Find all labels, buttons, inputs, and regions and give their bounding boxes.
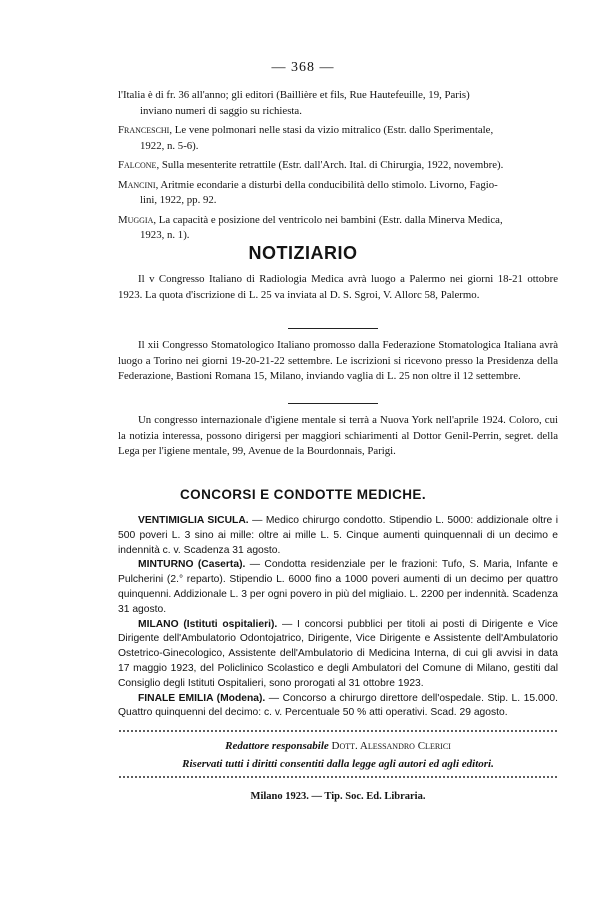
concorso-text: — Condotta residenziale per le frazioni: Tufo, S. Maria, Infante e Pulcherini (2.° reparto). Stipendio L. 6000 fino a 1000 poveri aumenti di un decimo per quattro quinquenni. Addizionale L. 3 per ogni povero in più del migliaio. L. 2200 per indennità. Scadenza 31 agosto. [118, 559, 559, 615]
entry-text: , La capacità e posizione del ventricolo nei bambini (Estr. dalla Minerva Medica, [153, 213, 503, 226]
decorative-divider [118, 729, 558, 733]
entry-author: Franceschi [118, 124, 170, 136]
bibliography-entry [118, 213, 558, 244]
bibliography-entry [118, 123, 558, 154]
concorsi-heading: CONCORSI E CONDOTTE MEDICHE. [180, 487, 426, 502]
concorso-text: — Concorso a chirurgo direttore dell'ospedale. Stip. L. 15.000. Quattro quinquenni del decimo: c. v. Percentuale 50 % atti operativi. Scad. 29 agosto. [118, 692, 558, 719]
concorso-place: VENTIMIGLIA SICULA. [138, 515, 249, 526]
entry-text: l'Italia è di fr. 36 all'anno; gli editori (Baillière et fils, Rue Hautefeuille, 19, Paris) [118, 89, 470, 101]
notiziario-heading: NOTIZIARIO [248, 243, 358, 263]
news-item-igiene-mentale: Un congresso internazionale d'igiene mentale si terrà a Nuova York nell'aprile 1924. Coloro, cui la notizia interessa, possono dirigersi per maggiori schiarimenti al Dottor Genil-Perrin, segret. della Lega per l'igiene mentale, 99, Avenue de la Bourdonnais, Parigi. [118, 414, 558, 457]
entry-author: Falcone [118, 159, 157, 171]
concorso-text: — I concorsi pubblici per titoli ai posti di Dirigente e Vice Dirigente dell'Ambulatorio Odontojatrico, Dirigente, Vice Dirigente e Assistente dell'Ambulatorio Ostetrico-Ginecologico, Assistente dell'Ambulatorio di Medicina Interna, di cui gli avvisi in data 17 maggio 1923, del Policlinico Scolastico e degli Ambulatori del Comune di Milano, gestiti dal Consiglio degli Istituti Ospitalieri, sono prorogati al 31 ottobre 1923. [118, 618, 558, 689]
concorso-place: MILANO (Istituti ospitalieri). [138, 618, 278, 630]
entry-continuation: 1923, n. 1). [140, 229, 190, 241]
entry-continuation: inviano numeri di saggio su richiesta. [140, 104, 302, 117]
bibliography-entry [118, 88, 558, 119]
entry-author: Mancini [118, 178, 156, 191]
rights-notice: Riservati tutti i diritti consentiti dalla legge agli autori ed agli editori. [182, 758, 494, 770]
concorso-place: MINTURNO (Caserta). [138, 559, 246, 571]
editor-name: Dott. Alessandro Clerici [328, 740, 451, 752]
entry-continuation: 1922, n. 5-6). [140, 139, 199, 152]
page-number: — 368 — [271, 60, 335, 75]
concorso-entry [118, 558, 558, 617]
editor-label: Redattore responsabile [225, 740, 329, 752]
decorative-divider [118, 775, 558, 779]
bibliography-entry [118, 158, 558, 174]
separator-rule [288, 403, 378, 404]
concorso-entry [118, 618, 558, 692]
entry-text: , Aritmie econdarie a disturbi della conducibilità dello stimolo. Livorno, Fagio- [155, 178, 498, 191]
concorso-entry [118, 692, 558, 722]
news-item-radiologia: Il v Congresso Italiano di Radiologia Medica avrà luogo a Palermo nei giorni 18-21 ottobre 1923. La quota d'iscrizione di L. 25 va inviata al D. S. Sgroi, V. Allorc 58, Palermo. [118, 273, 558, 301]
concorso-entry [118, 514, 558, 558]
concorso-text: — Medico chirurgo condotto. Stipendio L. 5000: addizionale oltre i 500 poveri L. 3 sino ai mille: oltre ai mille L. 5. Cinque aumenti quinquennali di un decimo e indennità c. v. Scadenza 31 agosto. [118, 515, 558, 556]
news-item-stomatologico: Il xii Congresso Stomatologico Italiano promosso dalla Federazione Stomatologica Italiana avrà luogo a Torino nei giorni 19-20-21-22 settembre. Le iscrizioni si ricevono presso la Presidenza della Federazione, Bastioni Romana 15, Milano, inviando vaglia di L. 25 non oltre il 12 settembre. [118, 339, 558, 382]
entry-author: Muggia [118, 213, 154, 226]
separator-rule [288, 328, 378, 329]
entry-text: , Sulla mesenterite retrattile (Estr. dall'Arch. Ital. di Chirurgia, 1922, novembre). [156, 159, 504, 171]
entry-continuation: lini, 1922, pp. 92. [140, 194, 217, 206]
bibliography-entry [118, 178, 558, 209]
imprint: Milano 1923. — Tip. Soc. Ed. Libraria. [250, 791, 426, 802]
editor-line [118, 740, 558, 752]
entry-text: , Le vene polmonari nelle stasi da vizio mitralico (Estr. dallo Sperimentale, [169, 124, 494, 136]
concorsi-list [118, 514, 558, 721]
concorso-place: FINALE EMILIA (Modena). [138, 692, 266, 704]
bibliography-list [118, 88, 558, 248]
